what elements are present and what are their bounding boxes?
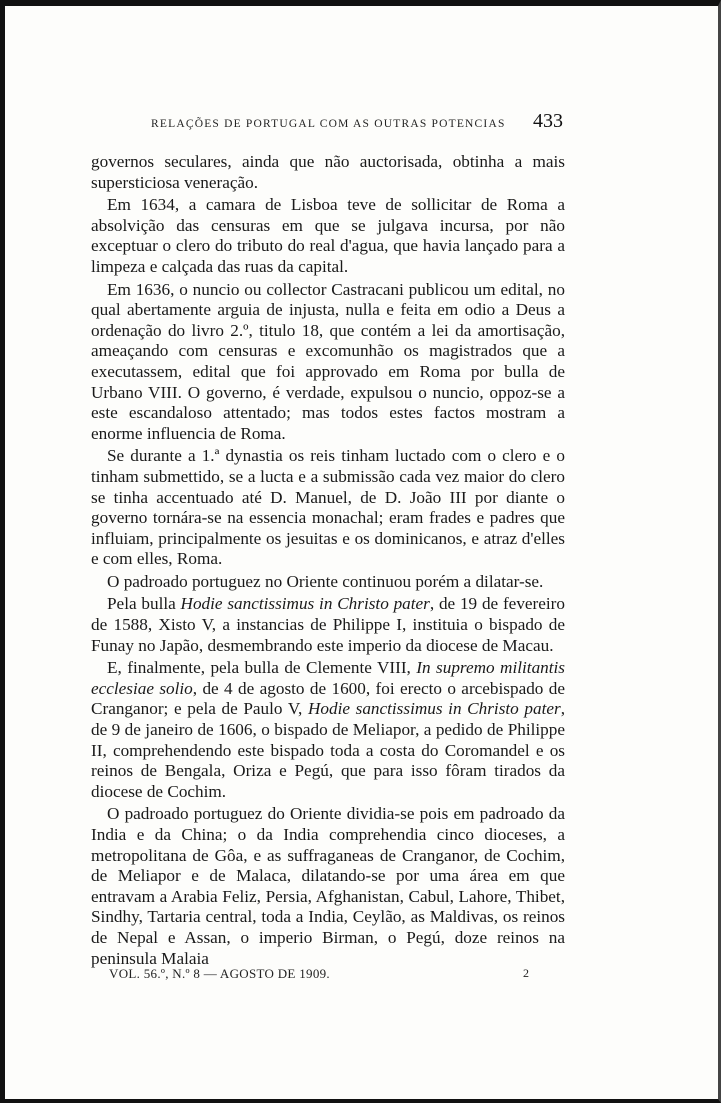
- page-header: [93, 110, 563, 138]
- bull-title-in-supremo: In supremo militantis ecclesiae solio: [91, 658, 565, 698]
- bull-title-hodie-1606: Hodie sanctissimus in Christo pater: [307, 699, 561, 719]
- paragraph-1: governos seculares, ainda que não auctorisada, obtinha a mais supersticiosa veneração.: [91, 152, 565, 192]
- volume-line: VOL. 56.º, N.º 8 — AGOSTO DE 1909.: [109, 966, 330, 981]
- paragraph-7-mid: , de 4 de agosto de 1600, foi erecto o arcebispado de Cranganor; e pela de Paulo V,: [91, 678, 565, 719]
- paragraph-2: Em 1634, a camara de Lisboa teve de sollicitar de Roma a absolvição das censuras em que se julgava incursa, por não exceptuar o clero do tributo do real d'agua, que havia lançado para a limpeza e calçada das ruas da capital.: [91, 195, 565, 276]
- page-number: 433: [533, 110, 563, 132]
- page-footer: [109, 966, 529, 986]
- paragraph-6: [91, 594, 565, 656]
- paragraph-5: O padroado portuguez no Oriente continuou porém a dilatar-se.: [107, 571, 544, 591]
- bull-title-hodie-1588: Hodie sanctissimus in Christo pater: [180, 594, 430, 614]
- signature-mark: 2: [523, 966, 529, 980]
- paragraph-7-pre: E, finalmente, pela bulla de Clemente VIII,: [107, 658, 417, 678]
- paragraph-3: Em 1636, o nuncio ou collector Castracani publicou um edital, no qual abertamente arguia de injusta, nulla e feita em odio a Deus a ordenação do livro 2.º, titulo 18, que contém a lei da amortisação, ameaçando com censuras e excomunhão os magistrados que a executassem, edital que foi approvado em Roma por bulla de Urbano VIII. O governo, é verdade, expulsou o nuncio, oppoz-se a este escandaloso attentado; mas todos estes factos mostram a enorme influencia de Roma.: [91, 279, 565, 443]
- paragraph-6-post: , de 19 de fevereiro de 1588, Xisto V, a instancias de Philippe I, instituia o bispado de Funay no Japão, desmembrando este imperio da diocese de Macau.: [91, 594, 565, 655]
- paragraph-8: O padroado portuguez do Oriente dividia-se pois em padroado da India e da China; o da India comprehendia cinco dioceses, a metropolitana de Gôa, e as suffraganeas de Cranganor, de Cochim, de Meliapor e de Malaca, dilatando-se por uma área em que entravam a Arabia Feliz, Persia, Afghanistan, Cabul, Lahore, Thibet, Sindhy, Tartaria central, toda a India, Ceylão, as Maldivas, os reinos de Nepal e Assan, o imperio Birman, o Pegú, doze reinos na peninsula Malaia: [91, 804, 565, 968]
- paragraph-7-post: , de 9 de janeiro de 1606, o bispado de Meliapor, a pedido de Philippe II, comprehendendo este bispado toda a costa do Coromandel e os reinos de Bengala, Oriza e Pegú, que para isso fôram tirados da diocese de Cochim.: [91, 699, 565, 801]
- paragraph-6-pre: Pela bulla: [107, 594, 181, 614]
- paragraph-4: Se durante a 1.ª dynastia os reis tinham luctado com o clero e o tinham submettido, se a lucta e a submissão cada vez maior do clero se tinha accentuado até D. Manuel, de D. João III por diante o governo tornára-se na essencia monachal; eram frades e padres que influiam, principalmente os jesuitas e os dominicanos, e atraz d'elles e com elles, Roma.: [91, 446, 565, 569]
- paragraph-7: [91, 658, 565, 802]
- body-text: [91, 152, 565, 971]
- running-head: RELAÇÕES DE PORTUGAL COM AS OUTRAS POTENCIAS: [151, 118, 506, 130]
